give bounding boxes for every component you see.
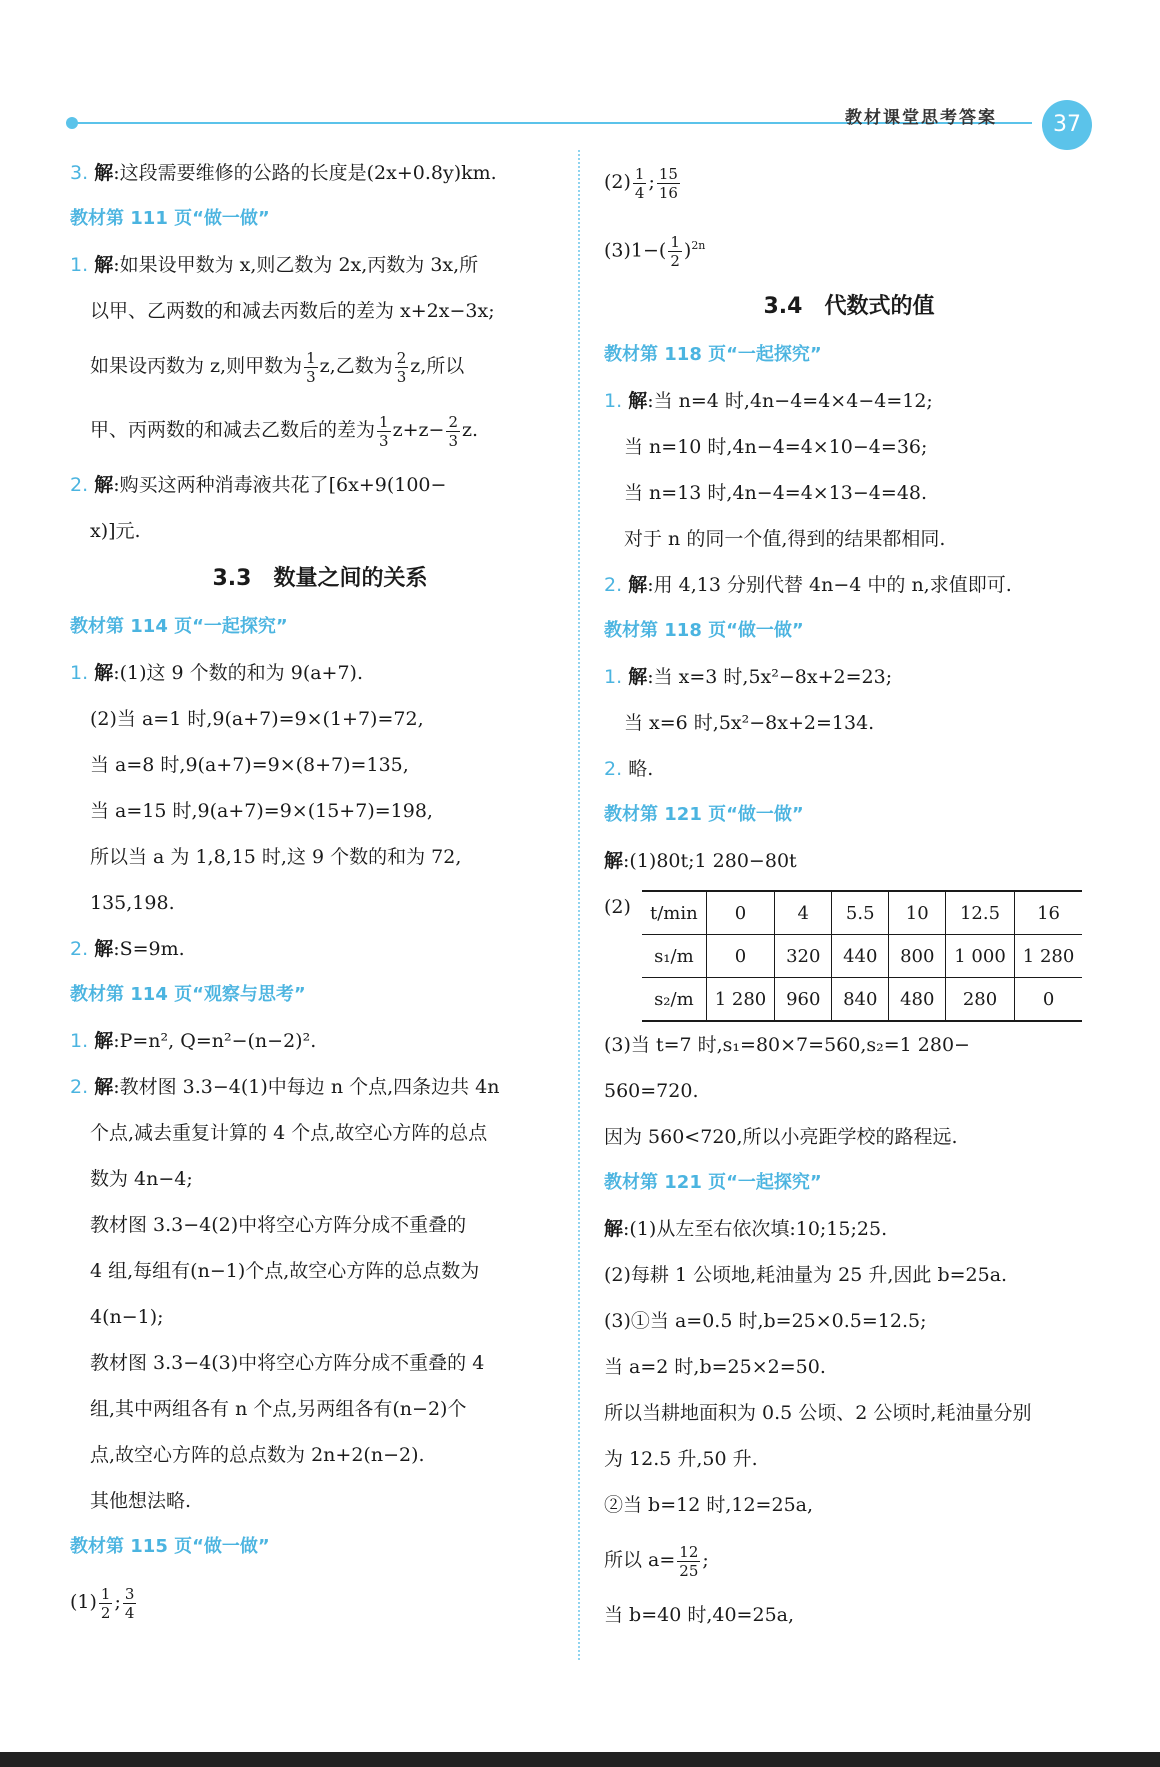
left-column [70, 150, 570, 1634]
text: ) [683, 239, 692, 262]
numerator: 2 [396, 348, 407, 367]
section-label: 教材第 115 页“做一做” [70, 1536, 270, 1557]
right-column [604, 150, 1094, 1638]
fraction [395, 349, 409, 386]
item-number: 1. [604, 390, 623, 413]
data-table [642, 890, 1082, 1022]
denominator: 2 [100, 1603, 111, 1622]
item-number: 2. [604, 758, 623, 781]
text: ; [114, 1591, 121, 1613]
text: 甲、丙两数的和减去乙数后的差为 [90, 419, 376, 441]
item-number: 3. [70, 162, 89, 184]
answer-line: 当 b=40 时,40=25a, [604, 1604, 795, 1627]
answer-line: (2) [604, 896, 631, 919]
answer-line: 教材图 3.3−4(3)中将空心方阵分成不重叠的 4 [90, 1352, 485, 1374]
answer-label: 解 [94, 938, 114, 960]
answer-line: 所以当 a 为 1,8,15 时,这 9 个数的和为 72, [90, 846, 462, 868]
table-cell: 1 000 [946, 935, 1015, 978]
fraction [668, 233, 682, 270]
answer-3 [70, 150, 570, 196]
answer-line [604, 1206, 1094, 1252]
section-label: 教材第 121 页“一起探究” [604, 1172, 822, 1194]
answer-label: 解 [94, 662, 114, 684]
numerator: 1 [306, 348, 316, 367]
answer-text: :购买这两种消毒液共花了[6x+9(100− [113, 474, 447, 496]
answer-label: 解 [94, 474, 114, 496]
text: 所以 a= [604, 1549, 676, 1572]
answer-text: :教材图 3.3−4(1)中每边 n 个点,四条边共 4n [113, 1076, 500, 1098]
section-label: 教材第 111 页“做一做” [70, 208, 270, 229]
answer-line: 135,198. [90, 892, 175, 914]
table-cell: 320 [775, 935, 832, 978]
answer-line [70, 650, 570, 696]
table-cell: 12.5 [946, 891, 1015, 935]
fraction [677, 1543, 700, 1580]
numerator: 1 [100, 1584, 111, 1603]
bottom-edge [0, 1752, 1160, 1767]
answer-line: 因为 560<720,所以小亮距学校的路程远. [604, 1126, 958, 1149]
table-cell: 4 [775, 891, 832, 935]
table-cell: 280 [946, 978, 1015, 1022]
answer-line [604, 838, 1094, 884]
text: (1) [70, 1591, 97, 1613]
answer-text: :当 n=4 时,4n−4=4×4−4=12; [647, 390, 933, 413]
table-cell: 480 [889, 978, 946, 1022]
answer-label: 解 [94, 1030, 114, 1052]
answer-line: ②当 b=12 时,12=25a, [604, 1494, 814, 1517]
section-heading: 3.3 数量之间的关系 [212, 566, 428, 591]
numerator: 3 [124, 1584, 135, 1603]
answer-line: 个点,减去重复计算的 4 个点,故空心方阵的总点 [90, 1122, 488, 1144]
text: ; [648, 171, 655, 193]
answer-text: :S=9m. [113, 938, 185, 960]
page-number-badge: 37 [1042, 100, 1092, 150]
answer-line [70, 462, 570, 508]
numerator: 15 [658, 164, 678, 183]
denominator: 2 [670, 251, 680, 270]
answer-line [604, 746, 1094, 792]
denominator: 3 [396, 367, 407, 386]
answer-text: :(1)这 9 个数的和为 9(a+7). [113, 662, 364, 684]
table-cell: 840 [832, 978, 889, 1022]
answer-line: 教材图 3.3−4(2)中将空心方阵分成不重叠的 [90, 1214, 467, 1236]
item-number: 1. [70, 1030, 89, 1052]
answer-line: 组,其中两组各有 n 个点,另两组各有(n−2)个 [90, 1398, 467, 1420]
text: z+z− [392, 419, 445, 441]
table-cell: 440 [832, 935, 889, 978]
answer-line: 所以当耕地面积为 0.5 公顷、2 公顷时,耗油量分别 [604, 1402, 1032, 1425]
header-title: 教材课堂思考答案 [845, 108, 997, 128]
answer-line [604, 1528, 1094, 1592]
denominator: 4 [634, 183, 645, 202]
answer-line: (3)①当 a=0.5 时,b=25×0.5=12.5; [604, 1310, 927, 1333]
answer-text: 略. [628, 758, 654, 781]
table-cell: 16 [1014, 891, 1082, 935]
answer-line: 当 n=10 时,4n−4=4×10−4=36; [624, 436, 928, 459]
table-cell: 960 [775, 978, 832, 1022]
numerator: 1 [379, 412, 389, 431]
item-number: 1. [70, 254, 89, 276]
denominator: 25 [679, 1561, 699, 1580]
answer-text: :P=n², Q=n²−(n−2)². [113, 1030, 317, 1052]
fraction [657, 165, 680, 202]
answer-text: :如果设甲数为 x,则乙数为 2x,丙数为 3x,所 [113, 254, 479, 276]
section-label: 教材第 118 页“一起探究” [604, 344, 822, 366]
numerator: 2 [448, 412, 458, 431]
text: ; [702, 1549, 709, 1572]
denominator: 3 [448, 431, 458, 450]
table-cell: 5.5 [832, 891, 889, 935]
column-divider [578, 150, 580, 1660]
answer-line: (2)当 a=1 时,9(a+7)=9×(1+7)=72, [90, 708, 424, 730]
section-label: 教材第 121 页“做一做” [604, 804, 804, 826]
answer-line: 当 a=2 时,b=25×2=50. [604, 1356, 826, 1379]
section-label: 教材第 118 页“做一做” [604, 620, 804, 642]
table-row [642, 978, 1082, 1022]
denominator: 3 [379, 431, 389, 450]
table-cell: 0 [706, 935, 775, 978]
numerator: 1 [670, 232, 680, 251]
answer-label: 解 [94, 1076, 114, 1098]
answer-label: 解 [604, 850, 624, 873]
answer-line [70, 242, 570, 288]
fraction [633, 165, 647, 202]
answer-text: :当 x=3 时,5x²−8x+2=23; [647, 666, 893, 689]
answer-line: 点,故空心方阵的总点数为 2n+2(n−2). [90, 1444, 425, 1466]
answer-text: :这段需要维修的公路的长度是(2x+0.8y)km. [113, 162, 497, 184]
answer-line [70, 1018, 570, 1064]
text: 如果设丙数为 z,则甲数为 [90, 355, 303, 377]
section-heading: 3.4 代数式的值 [763, 294, 935, 320]
numerator: 12 [679, 1542, 699, 1561]
text: z. [461, 419, 479, 441]
table-cell: 0 [1014, 978, 1082, 1022]
denominator: 16 [658, 183, 678, 202]
text: z,所以 [410, 355, 465, 377]
fraction [304, 349, 318, 386]
denominator: 4 [124, 1603, 135, 1622]
answer-text: :用 4,13 分别代替 4n−4 中的 n,求值即可. [647, 574, 1012, 597]
item-number: 1. [604, 666, 623, 689]
table-row [642, 935, 1082, 978]
text: z,乙数为 [319, 355, 393, 377]
table-cell: 10 [889, 891, 946, 935]
answer-line [70, 1064, 570, 1110]
answer-line: 4 组,每组有(n−1)个点,故空心方阵的总点数为 [90, 1260, 480, 1282]
answer-line: 以甲、乙两数的和减去丙数后的差为 x+2x−3x; [90, 300, 495, 322]
answer-line: (2)每耕 1 公顷地,耗油量为 25 升,因此 b=25a. [604, 1264, 1008, 1287]
answer-line [70, 1570, 570, 1634]
answer-line: 当 a=15 时,9(a+7)=9×(15+7)=198, [90, 800, 433, 822]
answer-label: 解 [604, 1218, 624, 1241]
answer-label: 解 [628, 390, 648, 413]
table-cell: t/min [642, 891, 706, 935]
table-cell: 0 [706, 891, 775, 935]
answer-line: 4(n−1); [90, 1306, 164, 1328]
table-cell: 1 280 [706, 978, 775, 1022]
item-number: 2. [70, 938, 89, 960]
table-cell: s₂/m [642, 978, 706, 1022]
answer-label: 解 [628, 574, 648, 597]
answer-line: x)]元. [90, 520, 141, 542]
answer-line: 为 12.5 升,50 升. [604, 1448, 758, 1471]
item-number: 2. [70, 1076, 89, 1098]
table-row [642, 891, 1082, 935]
exponent: 2n [691, 239, 706, 252]
answer-line: 对于 n 的同一个值,得到的结果都相同. [624, 528, 946, 551]
answer-line [604, 214, 1094, 282]
answer-line [604, 150, 1094, 214]
fraction [446, 413, 460, 450]
table-cell: s₁/m [642, 935, 706, 978]
fraction [99, 1585, 113, 1622]
answer-text: :(1)80t;1 280−80t [623, 850, 797, 873]
answer-line: 当 x=6 时,5x²−8x+2=134. [624, 712, 875, 735]
answer-label: 解 [94, 254, 114, 276]
fraction [123, 1585, 137, 1622]
table-cell: 1 280 [1014, 935, 1082, 978]
answer-label: 解 [628, 666, 648, 689]
answer-line [70, 398, 570, 462]
numerator: 1 [634, 164, 645, 183]
section-label: 教材第 114 页“观察与思考” [70, 984, 306, 1005]
answer-line [70, 926, 570, 972]
text: (3)1−( [604, 239, 667, 262]
item-number: 2. [604, 574, 623, 597]
answer-line: 其他想法略. [90, 1490, 192, 1512]
answer-line: 560=720. [604, 1080, 699, 1103]
fraction [377, 413, 391, 450]
table-cell: 800 [889, 935, 946, 978]
answer-label: 解 [94, 162, 114, 184]
answer-line: 数为 4n−4; [90, 1168, 193, 1190]
denominator: 3 [306, 367, 316, 386]
answer-text: :(1)从左至右依次填:10;15;25. [623, 1218, 888, 1241]
answer-line [70, 334, 570, 398]
answer-line: 当 a=8 时,9(a+7)=9×(8+7)=135, [90, 754, 409, 776]
answer-line: (3)当 t=7 时,s₁=80×7=560,s₂=1 280− [604, 1034, 970, 1057]
item-number: 1. [70, 662, 89, 684]
section-label: 教材第 114 页“一起探究” [70, 616, 288, 637]
item-number: 2. [70, 474, 89, 496]
answer-line [604, 654, 1094, 700]
answer-line [604, 378, 1094, 424]
answer-line: 当 n=13 时,4n−4=4×13−4=48. [624, 482, 928, 505]
answer-line [604, 562, 1094, 608]
text: (2) [604, 171, 631, 193]
